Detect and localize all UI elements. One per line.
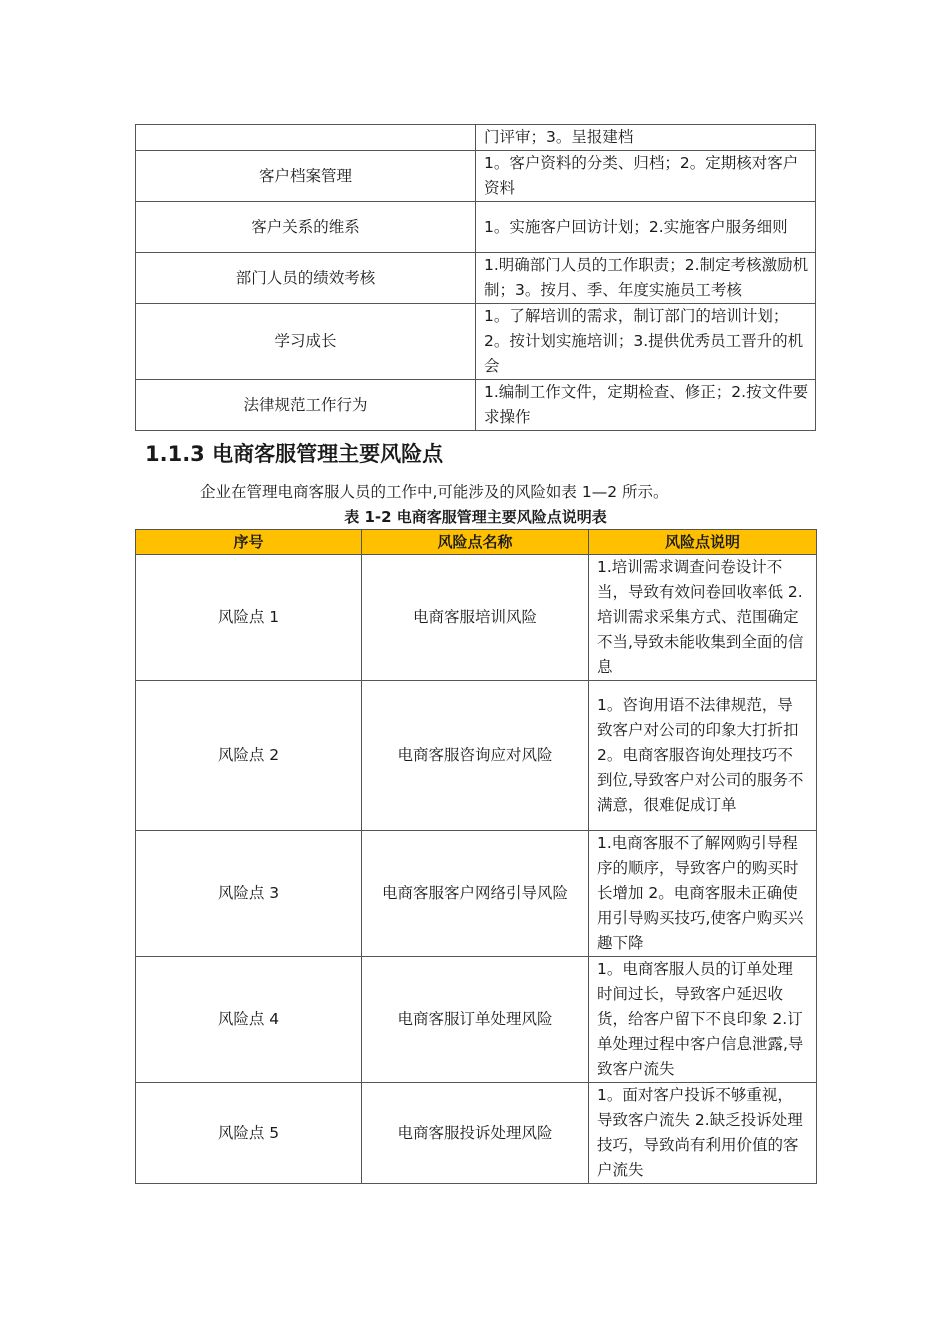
intro-paragraph: 企业在管理电商客服人员的工作中,可能涉及的风险如表 1—2 所示。: [200, 483, 669, 501]
risk-number-cell: 风险点 2: [136, 681, 362, 831]
table-row: [136, 555, 817, 681]
risk-name-cell: 电商客服订单处理风险: [362, 957, 589, 1083]
risk-desc-cell: 1.培训需求调查问卷设计不当，导致有效问卷回收率低 2.培训需求采集方式、范围确定不当,导致未能收集到全面的信息: [589, 555, 817, 681]
section-heading: 1.1.3 电商客服管理主要风险点: [145, 442, 444, 466]
risk-desc-cell: 1.电商客服不了解网购引导程序的顺序，导致客户的购买时长增加 2。电商客服未正确使用引导购买技巧,使客户购买兴趣下降: [589, 831, 817, 957]
item-desc-cell: 1。客户资料的分类、归档；2。定期核对客户资料: [476, 151, 816, 202]
table-caption: 表 1-2 电商客服管理主要风险点说明表: [344, 508, 607, 526]
table-row: [136, 304, 816, 380]
column-header-risk-name: 风险点名称: [362, 530, 589, 555]
risk-number-cell: 风险点 3: [136, 831, 362, 957]
item-name-cell: 客户关系的维系: [136, 202, 476, 253]
risk-desc-cell: 1。电商客服人员的订单处理时间过长，导致客户延迟收货，给客户留下不良印象 2.订单处理过程中客户信息泄露,导致客户流失: [589, 957, 817, 1083]
item-desc-cell: 1。了解培训的需求，制订部门的培训计划；2。按计划实施培训；3.提供优秀员工晋升的机会: [476, 304, 816, 380]
table-row: [136, 253, 816, 304]
risk-table: [135, 529, 817, 1184]
column-header-risk-desc: 风险点说明: [589, 530, 817, 555]
item-desc-cell: 1.编制工作文件，定期检查、修正；2.按文件要求操作: [476, 380, 816, 431]
item-desc-cell: 1。实施客户回访计划；2.实施客户服务细则: [476, 202, 816, 253]
risk-number-cell: 风险点 4: [136, 957, 362, 1083]
risk-desc-cell: 1。咨询用语不法律规范，导致客户对公司的印象大打折扣 2。电商客服咨询处理技巧不到位,导致客户对公司的服务不满意，很难促成订单: [589, 681, 817, 831]
risk-name-cell: 电商客服咨询应对风险: [362, 681, 589, 831]
table-header-row: [136, 530, 817, 555]
table-row: [136, 380, 816, 431]
item-name-cell: 法律规范工作行为: [136, 380, 476, 431]
item-name-cell: 学习成长: [136, 304, 476, 380]
table-row: [136, 957, 817, 1083]
risk-number-cell: 风险点 5: [136, 1083, 362, 1184]
risk-name-cell: 电商客服客户网络引导风险: [362, 831, 589, 957]
table-row: [136, 1083, 817, 1184]
item-name-cell: [136, 125, 476, 151]
risk-name-cell: 电商客服投诉处理风险: [362, 1083, 589, 1184]
management-table: [135, 124, 816, 431]
item-name-cell: 客户档案管理: [136, 151, 476, 202]
item-name-cell: 部门人员的绩效考核: [136, 253, 476, 304]
table-row: [136, 831, 817, 957]
risk-number-cell: 风险点 1: [136, 555, 362, 681]
table-row: [136, 681, 817, 831]
column-header-number: 序号: [136, 530, 362, 555]
item-desc-cell: 1.明确部门人员的工作职责；2.制定考核激励机制；3。按月、季、年度实施员工考核: [476, 253, 816, 304]
table-row: [136, 202, 816, 253]
risk-name-cell: 电商客服培训风险: [362, 555, 589, 681]
item-desc-cell: 门评审；3。呈报建档: [476, 125, 816, 151]
risk-desc-cell: 1。面对客户投诉不够重视，导致客户流失 2.缺乏投诉处理技巧，导致尚有利用价值的客户流失: [589, 1083, 817, 1184]
table-row: [136, 151, 816, 202]
table-row: [136, 125, 816, 151]
